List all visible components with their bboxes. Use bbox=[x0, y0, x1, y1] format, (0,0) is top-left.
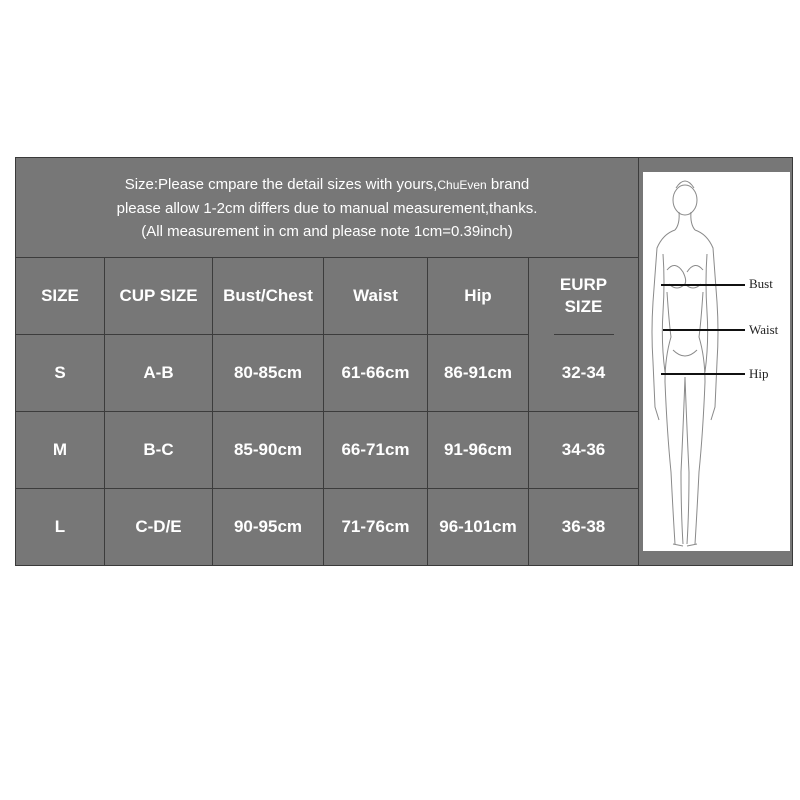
measurement-figure-panel bbox=[639, 158, 792, 565]
table-cell-waist: 61-66cm bbox=[324, 335, 428, 412]
header-cup-size: CUP SIZE bbox=[105, 258, 213, 335]
size-chart bbox=[15, 157, 793, 566]
table-cell-cup: C-D/E bbox=[105, 489, 213, 565]
table-cell-eurp: 34-36 bbox=[529, 412, 638, 489]
table-cell-waist: 66-71cm bbox=[324, 412, 428, 489]
size-notice bbox=[16, 158, 638, 258]
table-cell-size: M bbox=[16, 412, 105, 489]
table-cell-hip: 86-91cm bbox=[428, 335, 529, 412]
header-bust-chest: Bust/Chest bbox=[213, 258, 324, 335]
table-cell-size: L bbox=[16, 489, 105, 565]
table-cell-waist: 71-76cm bbox=[324, 489, 428, 565]
notice-line-3: (All measurement in cm and please note 1cm=0.39inch) bbox=[141, 222, 513, 240]
table-cell-bust: 85-90cm bbox=[213, 412, 324, 489]
hip-label: Hip bbox=[749, 366, 769, 381]
size-table-area bbox=[16, 158, 638, 565]
header-hip: Hip bbox=[428, 258, 529, 335]
table-cell-hip: 96-101cm bbox=[428, 489, 529, 565]
table-cell-bust: 90-95cm bbox=[213, 489, 324, 565]
table-cell-eurp: 36-38 bbox=[561, 517, 606, 536]
waist-label: Waist bbox=[749, 322, 779, 337]
body-sketch bbox=[652, 181, 718, 546]
header-eurp-size-label: EURP SIZE bbox=[559, 275, 608, 316]
body-outline-illustration bbox=[643, 172, 790, 551]
notice-line-1-suffix: brand bbox=[486, 175, 530, 193]
brand-name: ChuEven bbox=[437, 177, 487, 192]
table-cell-bust: 80-85cm bbox=[213, 335, 324, 412]
size-table bbox=[16, 258, 638, 565]
header-eurp-size bbox=[554, 258, 614, 335]
notice-line-2: please allow 1-2cm differs due to manual measurement,thanks. bbox=[116, 199, 538, 217]
table-cell-cup: A-B bbox=[105, 335, 213, 412]
header-waist: Waist bbox=[324, 258, 428, 335]
bust-label: Bust bbox=[749, 276, 773, 291]
table-cell-size: S bbox=[16, 335, 105, 412]
table-cell-hip: 91-96cm bbox=[428, 412, 529, 489]
header-size: SIZE bbox=[16, 258, 105, 335]
table-cell-eurp: 32-34 bbox=[529, 335, 638, 412]
table-cell-cup: B-C bbox=[105, 412, 213, 489]
notice-line-1-prefix: Size:Please cmpare the detail sizes with yours, bbox=[124, 175, 438, 193]
notice-line-1 bbox=[125, 173, 530, 197]
measurement-figure bbox=[643, 172, 790, 551]
